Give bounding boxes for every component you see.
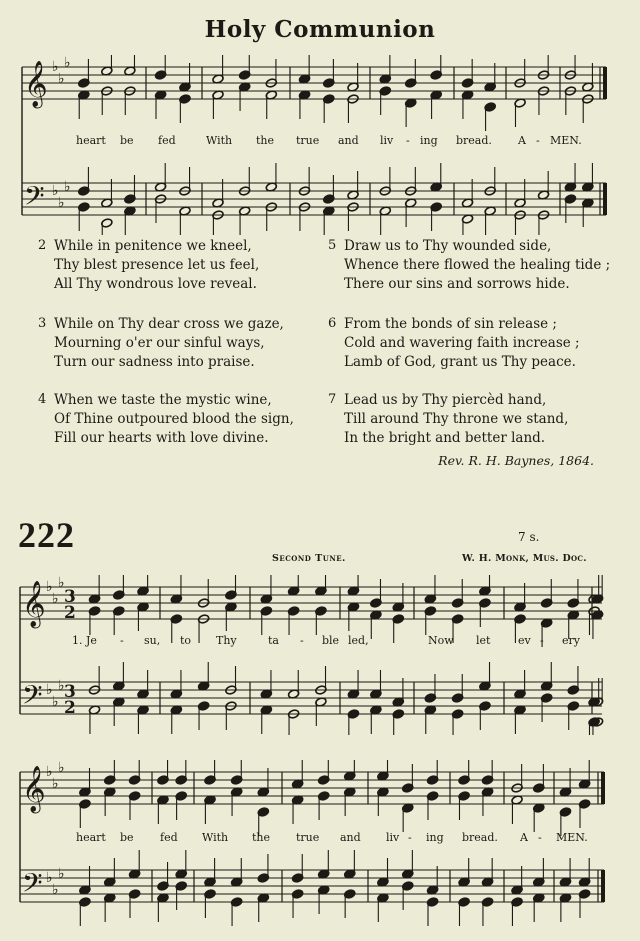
flat-sign: ♭	[52, 694, 59, 710]
verse-number: 5	[328, 238, 337, 253]
verse-line: In the bright and better land.	[344, 430, 546, 446]
treble-clef: 𝄞	[24, 61, 48, 107]
lyric-syllable: -	[540, 634, 544, 647]
final-barline-thick	[603, 183, 607, 215]
attribution: Rev. R. H. Baynes, 1864.	[438, 453, 594, 468]
verse-line: From the bonds of sin release ;	[344, 316, 557, 332]
lyric-syllable: With	[206, 134, 233, 147]
lyric-syllable: true	[296, 134, 320, 147]
verse-line: Lead us by Thy piercèd hand,	[344, 392, 547, 408]
lyric-syllable: Thy	[216, 634, 237, 647]
time-signature-bottom: 2	[64, 603, 76, 623]
lyric-syllable: let	[476, 634, 491, 647]
tune-label: Second Tune.	[272, 553, 346, 564]
final-barline-thick	[601, 870, 605, 902]
verse-5	[344, 237, 610, 294]
flat-sign: ♭	[52, 183, 59, 199]
lyric-syllable: ta	[268, 634, 279, 647]
lyric-syllable: heart	[76, 831, 106, 844]
verse-line: There our sins and sorrows hide.	[344, 276, 570, 292]
verse-number: 6	[328, 316, 337, 331]
lyric-syllable: ery	[562, 634, 580, 647]
verse-number: 2	[38, 238, 47, 253]
flat-sign: ♭	[46, 764, 53, 780]
flat-sign: ♭	[46, 870, 53, 886]
time-signature-bottom: 2	[64, 698, 76, 718]
verse-number: 3	[38, 316, 47, 331]
flat-sign: ♭	[52, 59, 59, 75]
verse-line: Mourning o'er our sinful ways,	[54, 335, 265, 351]
bass-clef: 𝄢	[22, 679, 43, 717]
lyric-syllable: heart	[76, 134, 106, 147]
lyric-syllable: fed	[158, 134, 176, 147]
lyric-syllable: ble	[322, 634, 340, 647]
verse-4	[54, 391, 294, 448]
bass-clef: 𝄢	[24, 180, 45, 218]
meter: 7 s.	[518, 530, 540, 544]
lyric-syllable: the	[252, 831, 271, 844]
treble-clef: 𝄞	[22, 766, 46, 812]
lyric-syllable: A	[520, 831, 528, 844]
flat-sign: ♭	[46, 682, 53, 698]
lyric-syllable: ev	[518, 634, 531, 647]
lyric-syllable: MEN.	[550, 134, 582, 147]
lyric-syllable: be	[120, 831, 134, 844]
lyric-syllable: MEN.	[556, 831, 588, 844]
verse-line: Whence there flowed the healing tide ;	[344, 257, 611, 273]
verse-line: All Thy wondrous love reveal.	[54, 276, 257, 292]
flat-sign: ♭	[58, 575, 65, 591]
time-signature-top: 3	[64, 682, 76, 702]
lyric-syllable: A	[518, 134, 526, 147]
verse-7	[344, 391, 568, 448]
flat-sign: ♭	[52, 882, 59, 898]
lyric-syllable: -	[406, 134, 410, 147]
flat-sign: ♭	[52, 776, 59, 792]
music-system-hymn-line-1	[0, 575, 640, 735]
flat-sign: ♭	[64, 179, 71, 195]
verse-line: Of Thine outpoured blood the sign,	[54, 411, 294, 427]
verse-line: Draw us to Thy wounded side,	[344, 238, 552, 254]
flat-sign: ♭	[58, 195, 65, 211]
lyric-syllable: to	[180, 634, 192, 647]
lyric-syllable: With	[202, 831, 229, 844]
verse-number: 4	[38, 392, 47, 407]
lyric-syllable: be	[120, 134, 134, 147]
verse-line: When we taste the mystic wine,	[54, 392, 272, 408]
lyric-syllable: 1. Je	[72, 634, 97, 647]
lyric-syllable: bread.	[456, 134, 492, 147]
lyric-syllable: bread.	[462, 831, 498, 844]
lyric-syllable: -	[300, 634, 304, 647]
verse-2	[54, 237, 259, 294]
verse-line: While on Thy dear cross we gaze,	[54, 316, 284, 332]
flat-sign: ♭	[58, 866, 65, 882]
flat-sign: ♭	[58, 71, 65, 87]
lyric-syllable: Now	[428, 634, 454, 647]
lyric-syllable: liv	[380, 134, 394, 147]
verse-line: Till around Thy throne we stand,	[344, 411, 569, 427]
lyric-syllable: ing	[426, 831, 444, 844]
lyric-syllable: and	[340, 831, 361, 844]
final-barline-thick	[603, 67, 607, 99]
verse-line: Turn our sadness into praise.	[54, 354, 255, 370]
final-barline-thick	[601, 772, 605, 804]
lyric-syllable: -	[120, 634, 124, 647]
lyric-syllable: true	[296, 831, 320, 844]
lyric-syllable: -	[538, 831, 542, 844]
lyric-syllable: and	[338, 134, 359, 147]
lyric-syllable: led,	[348, 634, 369, 647]
lyric-syllable: su,	[144, 634, 161, 647]
bass-clef: 𝄢	[22, 867, 43, 905]
verse-3	[54, 315, 284, 372]
lyric-syllable: ing	[420, 134, 438, 147]
lyric-syllable: -	[408, 831, 412, 844]
verse-line: Fill our hearts with love divine.	[54, 430, 269, 446]
verse-line: Lamb of God, grant us Thy peace.	[344, 354, 576, 370]
flat-sign: ♭	[58, 678, 65, 694]
hymn-number: 222	[18, 515, 75, 555]
composer: W. H. Monk, Mus. Doc.	[462, 553, 587, 564]
flat-sign: ♭	[58, 760, 65, 776]
lyric-syllable: liv	[386, 831, 400, 844]
verse-line: Cold and wavering faith increase ;	[344, 335, 580, 351]
verse-number: 7	[328, 392, 337, 407]
verse-6	[344, 315, 580, 372]
music-system-hymn-line-2	[0, 760, 640, 930]
flat-sign: ♭	[52, 591, 59, 607]
lyric-syllable: the	[256, 134, 275, 147]
verse-line: Thy blest presence let us feel,	[54, 257, 260, 273]
flat-sign: ♭	[46, 579, 53, 595]
running-title: Holy Communion	[204, 16, 436, 43]
lyric-syllable: fed	[160, 831, 178, 844]
lyric-syllable: -	[536, 134, 540, 147]
treble-clef: 𝄞	[22, 581, 46, 627]
flat-sign: ♭	[64, 55, 71, 71]
verse-line: While in penitence we kneel,	[54, 238, 252, 254]
time-signature-top: 3	[64, 587, 76, 607]
